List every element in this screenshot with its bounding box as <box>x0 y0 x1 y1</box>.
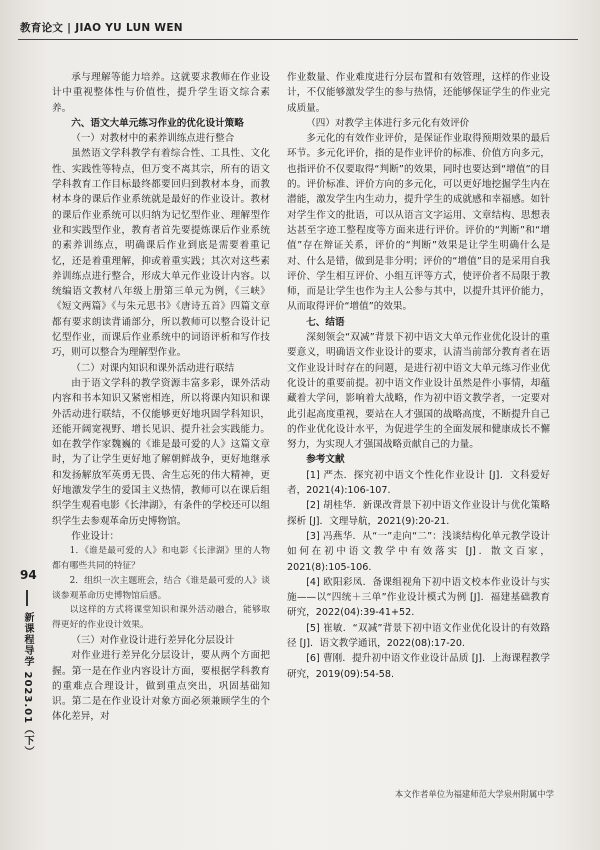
side-rule <box>26 590 28 606</box>
body-paragraph-4: 多元化的有效作业评价，是保证作业取得预期效果的最后环节。多元化评价，指的是作业评价的标准、价值方向多元，也指评价不仅要取得“判断”的效果，同时也要达到“增值”的目的。评价标准、评价方向的多元化，可以更好地挖掘学生内在潜能，激发学生内生动力，提升学生的成就感和幸福感。如针对学生作文的批语，可以从语言文字运用、文章结构、思想表达甚至字迹工整程度等方面来进行评价。评价的“判断”和“增值”存在辩证关系，评价的“判断”效果是让学生明确什么是对、什么是错，做到是非分明；评价的“增值”目的是采用自我评价、学生相互评价、小组互评等方式，使评价者不局限于教师，而是让学生也作为主人公参与其中，以提升其评价能力，从而取得评价“增值”的效果。 <box>287 133 550 313</box>
subheading-2: （二）对课内知识和课外活动进行联结 <box>71 362 235 374</box>
reference-item: [6] 曹刚．提升初中语文作业设计品质 [J]．上海课程教学研究，2019(09):54-58. <box>287 653 550 680</box>
reference-item: [2] 胡桂华．新课改背景下初中语文作业设计与优化策略探析 [J]．文理导航，2021(9):20-21. <box>287 500 550 527</box>
reference-item: [1] 严杰．探究初中语文个性化作业设计 [J]．文科爱好者，2021(4):106-107. <box>287 469 550 497</box>
task-item-2: 2．组织一次主题班会，结合《谁是最可爱的人》谈谈参观革命历史博物馆后感。 <box>52 575 270 601</box>
body-paragraph-2: 由于语文学科的教学资源丰富多彩，课外活动内容和书本知识又紧密相连，所以将课内知识和课外活动进行联结，不仅能够更好地巩固学科知识，还能开阔宽视野、增长见识、提升社会实践能力。如在教学作家魏巍的《谁是最可爱的人》这篇文章时，为了让学生更好地了解朝鲜战争，更好地继承和发扬解放军英勇无畏、舍生忘死的伟大精神，更好地激发学生的爱国主义热情，教师可以在课后组织学生观看电影《长津湖》，有条件的学校还可以组织学生去参观革命历史博物馆。 <box>52 377 270 527</box>
subheading-4: （四）对教学主体进行多元化有效评价 <box>306 117 470 129</box>
continued-paragraph: 作业数量、作业难度进行分层布置和有效管理，这样的作业设计，不仅能够激发学生的参与热情，还能够保证学生的作业完成质量。 <box>287 72 550 114</box>
reference-item: [4] 欧阳彩凤．备课组视角下初中语文校本作业设计与实施——以“四统＋三单”作业设计模式为例 [J]．福建基础教育研究，2022(04):39-41+52. <box>287 576 550 619</box>
body-paragraph-1: 虽然语文学科教学有着综合性、工具性、文化性、实践性等特点，但万变不离其宗，所有的语文学科教育工作目标最终都要回归到教材本身，而教材本身的课后作业系统就是最好的作业设计。教材的课后作业系统可以归纳为记忆型作业、理解型作业和实践型作业，教育者首先要提炼课后作业系统的素养训练点，明确课后作业到底是需要着重记忆，还是着重理解，抑或着重实践；其次对这些素养训练点进行整合，形成大单元作业设计内容。以统编语文教材八年级上册第三单元为例，《三峡》《短文两篇》《与朱元思书》《唐诗五首》四篇文章都有要求朗读背诵部分，所以教师可以整合设计记忆型作业，而课后作业系统中的词语评析和写作技巧，则可以整合为理解型作业。 <box>52 148 270 359</box>
references-heading: 参考文献 <box>306 454 345 466</box>
header-rule <box>18 39 578 40</box>
running-header: 教育论文 | JIAO YU LUN WEN <box>20 22 183 34</box>
reference-item: [3] 冯燕华．从“一”走向“二”：浅谈结构化单元教学设计如何在初中语文教学中有效落实 [J]．散文百家，2021(8):105-106. <box>287 530 550 573</box>
reference-item: [5] 崔敏．“双减”背景下初中语文作业优化设计的有效路径 [J]．语文教学通讯，2022(08):17-20. <box>287 622 550 649</box>
left-column <box>52 70 270 725</box>
subheading-3: （三）对作业设计进行差异化分层设计 <box>71 634 235 646</box>
section-heading-6: 六、语文大单元练习作业的优化设计策略 <box>71 117 244 129</box>
side-margin <box>20 568 38 757</box>
intro-paragraph: 承与理解等能力培养。这就要求教师在作业设计中重视整体性与价值性，提升学生语文综合素养。 <box>52 72 270 114</box>
task-note: 以这样的方式将课堂知识和课外活动融合，能够取得更好的作业设计效果。 <box>52 605 270 631</box>
body-paragraph-3: 对作业进行差异化分层设计，要从两个方面把握。第一是在作业内容设计方面，要根据学科教育的重难点合理设计，做到重点突出，巩固基础知识。第二是在作业设计对象方面必须兼顾学生的个体化差异，对 <box>52 650 270 723</box>
section-heading-7: 七、结语 <box>306 316 345 328</box>
subheading-1: （一）对教材中的素养训练点进行整合 <box>71 133 235 145</box>
journal-name: 新课程导学 2023.01（下） <box>22 612 33 758</box>
conclusion-paragraph: 深刻领会“双减”背景下初中语文大单元作业优化设计的重要意义，明确语文作业设计的要求，认清当前部分教育者在语文作业设计时存在的问题，是进行初中语文大单元练习作业优化设计的重要前提。初中语文作业设计虽然是件小事情，却蕴藏着大学问，影响着大战略，作为初中语文教学者，一定要对此引起高度重视，要站在人才强国的战略高度，不断提升自己的作业优化设计水平，为促进学生的全面发展和健康成长不懈努力，为实现人才强国战略贡献自己的力量。 <box>287 332 550 451</box>
right-column <box>287 70 550 682</box>
page-number: 94 <box>20 568 37 582</box>
author-affiliation: 本文作者单位为福建师范大学泉州附属中学 <box>394 789 554 799</box>
task-label: 作业设计： <box>71 530 120 542</box>
task-item-1: 1．《谁是最可爱的人》和电影《长津湖》里的人物都有哪些共同的特征？ <box>52 546 270 571</box>
